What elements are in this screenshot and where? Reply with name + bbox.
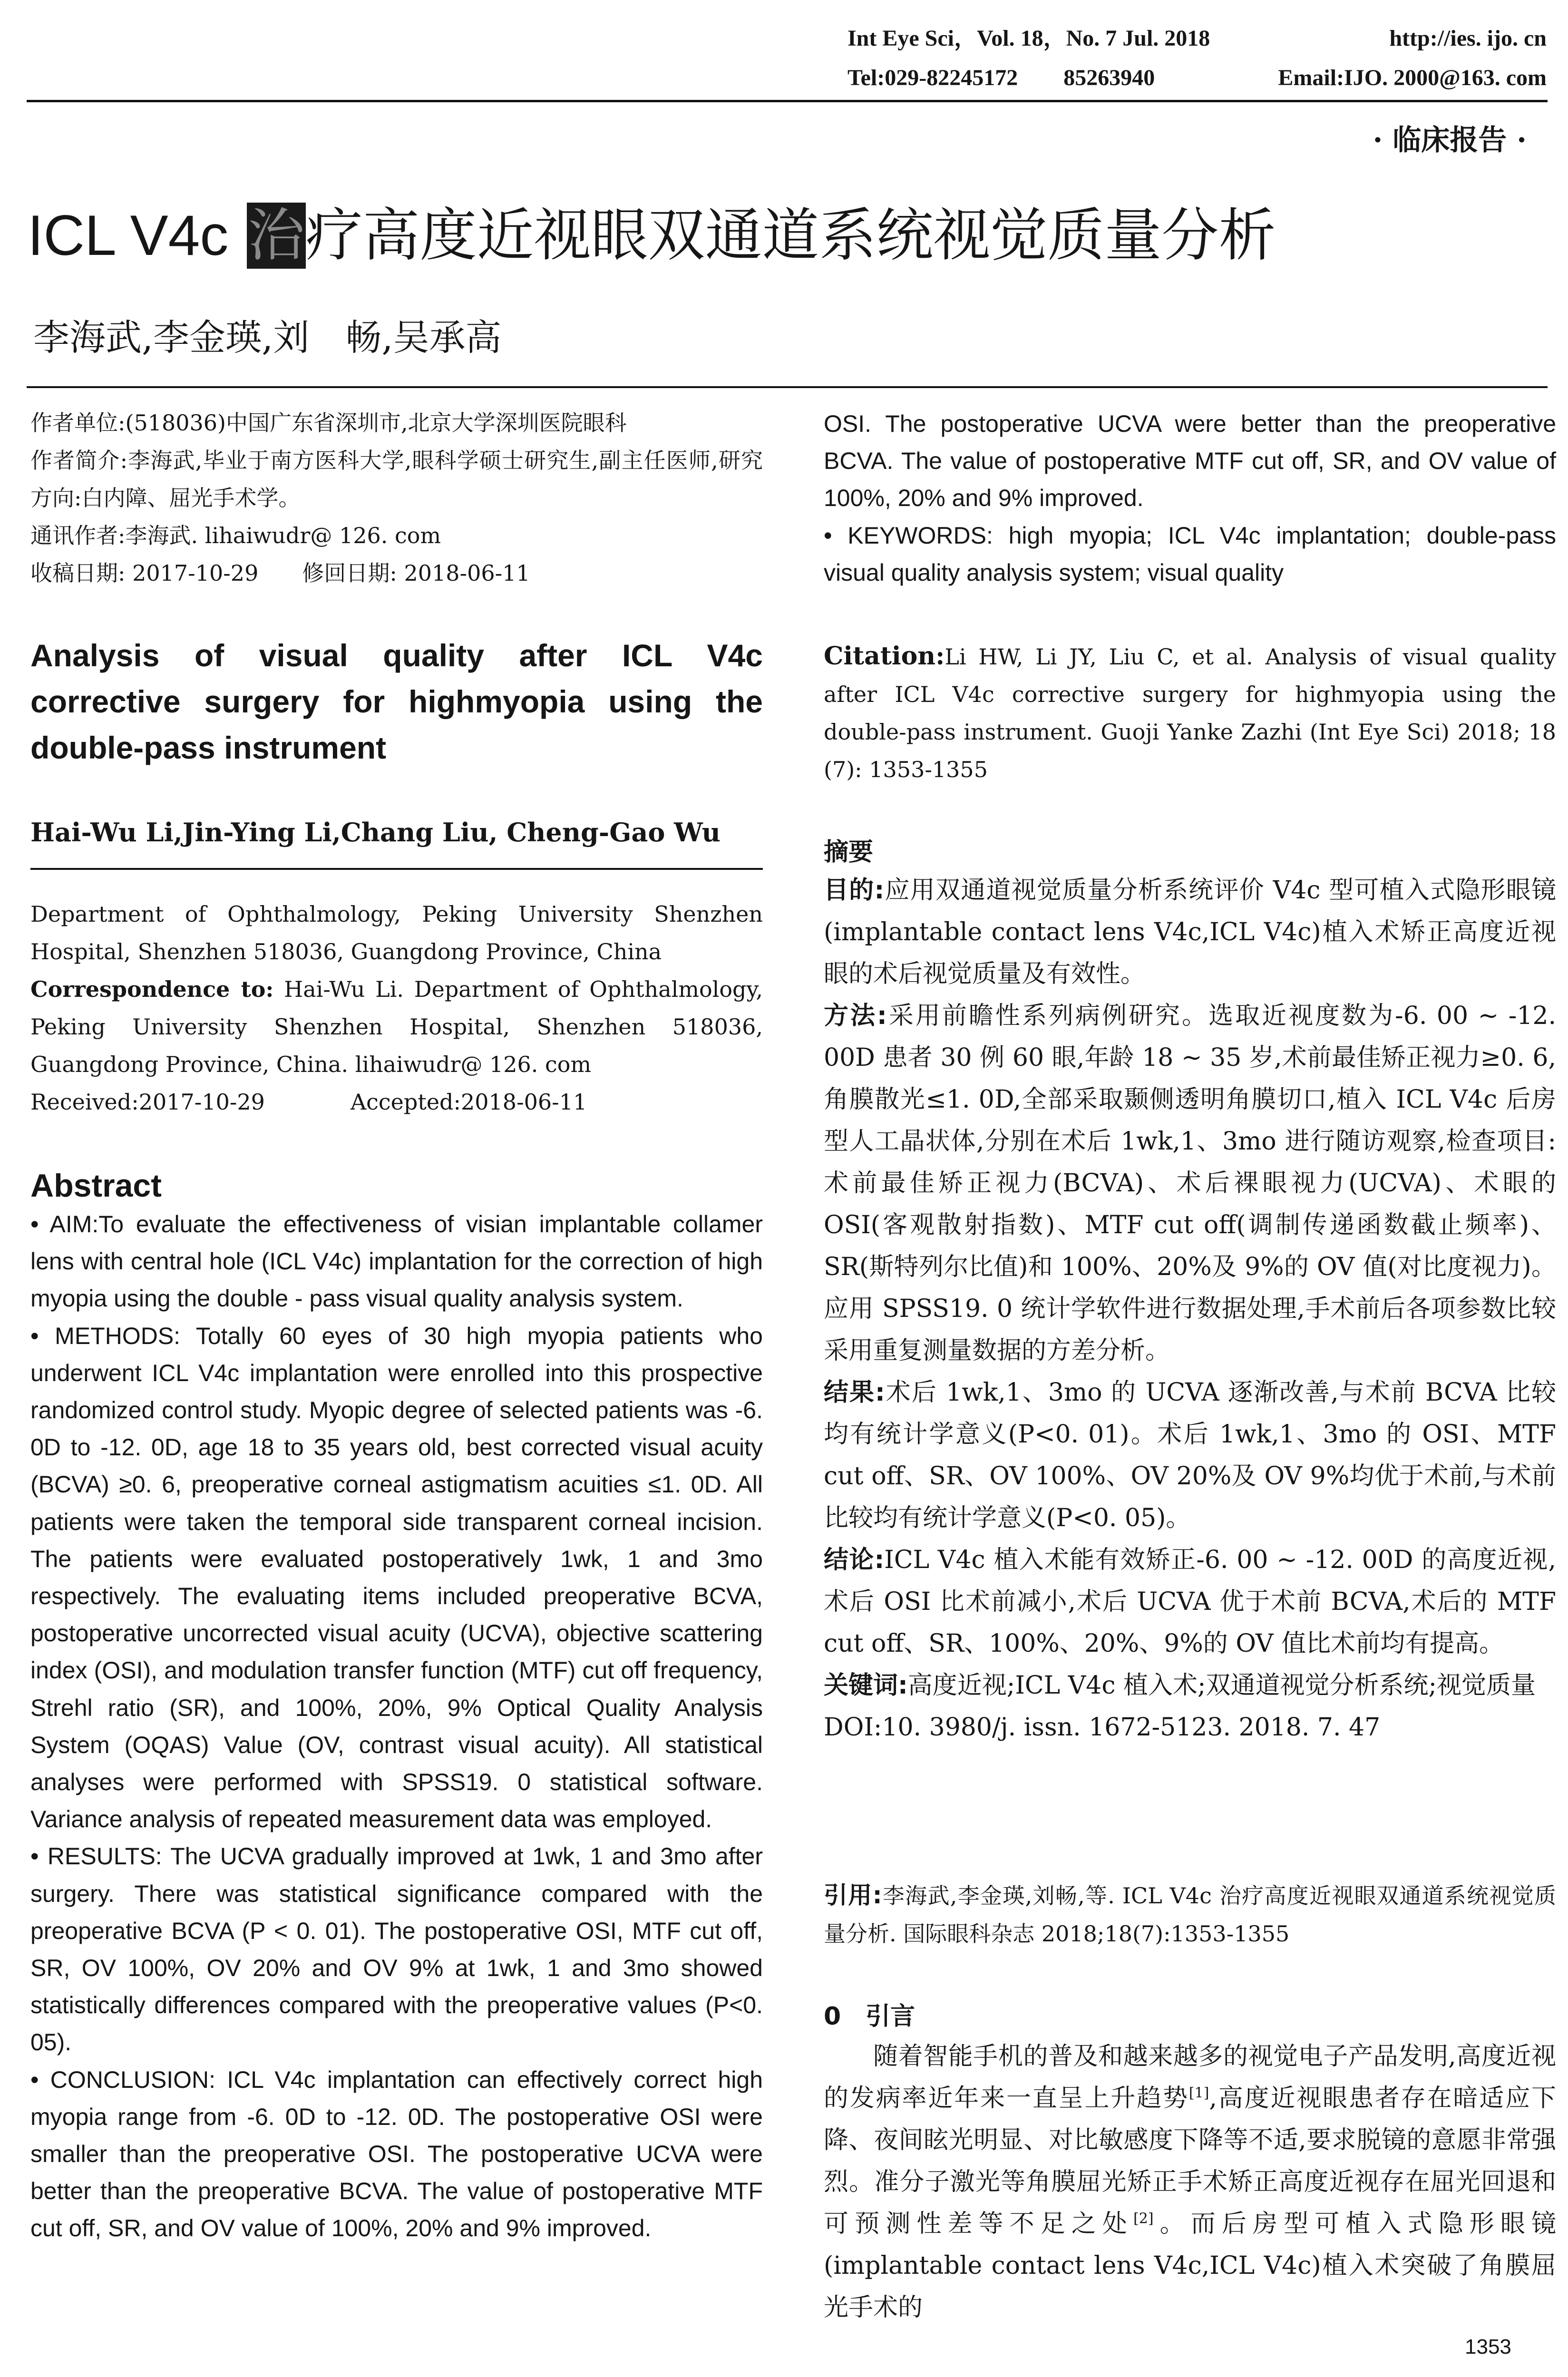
correspondence-en <box>30 971 763 1083</box>
abstract-en-body <box>30 1206 763 2247</box>
abstract-conclusion-continued: OSI. The postoperative UCVA were better than the preoperative BCVA. The value of postoperative MTF cut off, SR, and OV value of 100%, 20% and 9% improved. <box>824 410 1556 512</box>
abstract-cn-methods-label: 方法: <box>824 1002 887 1030</box>
journal-info <box>847 21 1551 56</box>
abstract-methods: • METHODS: Totally 60 eyes of 30 high myopia patients who underwent ICL V4c implantation were enrolled into this prospective randomized control study. Myopic degree of selected patients was -6. 0D to -12. 0D, age 18 to 35 years old, best corrected visual acuity (BCVA) ≥0. 6, preoperative corneal astigmatism acuities ≤1. 0D. All patients were taken the temporal side transparent corneal incision. The patients were evaluated postoperatively 1wk, 1 and 3mo respectively. The evaluating items included preoperative BCVA, postoperative uncorrected visual acuity (UCVA), objective scattering index (OSI), and modulation transfer function (MTF) cut off frequency, Strehl ratio (SR), and 100%, 20%, 9% Optical Quality Analysis System (OQAS) Value (OV, contrast visual acuity). All statistical analyses were performed with SPSS19. 0 statistical software. Variance analysis of repeated measurement data was employed. <box>30 1322 763 1833</box>
received-dates-cn: 收稿日期: 2017-10-29 修回日期: 2018-06-11 <box>30 560 530 586</box>
abstract-cn-conclusion: 结论:ICL V4c 植入术能有效矫正-6. 00 ~ -12. 00D 的高度近视,术后 OSI 比术前减小,术后 UCVA 优于术前 BCVA,术后的 MTF cut off、SR、100%、20%、9%的 OV 值比术前均有提高。 <box>824 1546 1556 1658</box>
abstract-conclusion: • CONCLUSION: ICL V4c implantation can effectively correct high myopia range from -6. 0D to -12. 0D. The postoperative OSI were smaller than the preoperative OSI. The postoperative UCVA were better than the preoperative BCVA. The value of postoperative MTF cut off, SR, and OV value of 100%, 20% and 9% improved. <box>30 2066 763 2242</box>
citation-en <box>824 637 1556 789</box>
correspondence-label: Correspondence to: <box>30 976 274 1002</box>
affiliation-en <box>30 896 763 1121</box>
abstract-aim: • AIM:To evaluate the effectiveness of visian implantable collamer lens with central hole (ICL V4c) implantation for the correction of high myopia using the double - pass visual quality analysis system. <box>30 1211 763 1312</box>
accepted-en: Accepted:2018-06-11 <box>350 1089 587 1115</box>
received-accepted-en <box>30 1083 763 1121</box>
received-en: Received:2017-10-29 <box>30 1089 265 1115</box>
author-info-cn <box>30 404 763 592</box>
reference-2[interactable]: [2] <box>1133 2210 1154 2227</box>
journal-phone: Tel:029-82245172 85263940 <box>847 65 1155 90</box>
journal-contact <box>847 61 1551 95</box>
corresponding-author: 通讯作者:李海武. lihaiwudr@ 126. com <box>30 523 441 548</box>
page-number: 1353 <box>1465 2335 1511 2358</box>
citation-cn-label: 引用: <box>824 1881 882 1909</box>
english-title: Analysis of visual quality after ICL V4c corrective surgery for highmyopia using the double-pass instrument <box>30 638 763 765</box>
abstract-results: • RESULTS: The UCVA gradually improved at 1wk, 1 and 3mo after surgery. There was statistical significance compared with the preoperative BCVA (P < 0. 01). The postoperative OSI, MTF cut off, SR, OV 100%, OV 20% and OV 9% at 1wk, 1 and 3mo showed statistically differences compared with the preoperative values (P<0. 05). <box>30 1843 763 2056</box>
citation-cn-text: 李海武,李金瑛,刘畅,等. ICL V4c 治疗高度近视眼双通道系统视觉质量分析. 国际眼科杂志 2018;18(7):1353-1355 <box>824 1883 1556 1947</box>
abstract-cn-heading: 摘要 <box>824 838 874 867</box>
title-rest: 疗高度近视眼双通道系统视觉质量分析 <box>305 203 1276 269</box>
reference-1[interactable]: [1] <box>1188 2085 1209 2102</box>
header-rule <box>27 100 1548 102</box>
journal-email[interactable]: Email:IJO. 2000@163. com <box>1278 65 1547 90</box>
authors-en: Hai-Wu Li,Jin-Ying Li,Chang Liu, Cheng-Gao Wu <box>30 817 721 848</box>
doi[interactable]: DOI:10. 3980/j. issn. 1672-5123. 2018. 7. 47 <box>824 1713 1381 1742</box>
intro-heading: 0 引言 <box>824 2002 915 2031</box>
title-prefix: ICL V4c <box>28 204 229 267</box>
author-affiliation: 作者单位:(518036)中国广东省深圳市,北京大学深圳医院眼科 <box>30 410 627 436</box>
journal-url[interactable]: http://ies. ijo. cn <box>1389 26 1547 51</box>
title-highlight: 治 <box>247 203 305 269</box>
abstract-cn-aim-label: 目的: <box>824 876 885 905</box>
author-bio: 作者简介:李海武,毕业于南方医科大学,眼科学硕士研究生,副主任医师,研究方向:白内障、屈光手术学。 <box>30 448 763 511</box>
abstract-cn-aim: 目的:应用双通道视觉质量分析系统评价 V4c 型可植入式隐形眼镜(implantable contact lens V4c,ICL V4c)植入术矫正高度近视眼的术后视觉质量及有效性。 <box>824 876 1557 988</box>
abstract-keywords: • KEYWORDS: high myopia; ICL V4c implantation; double-pass visual quality analysis system; visual quality <box>824 522 1556 586</box>
abstract-cn-keywords-label: 关键词: <box>824 1671 908 1700</box>
abstract-cn-keywords: 关键词:高度近视;ICL V4c 植入术;双通道视觉分析系统;视觉质量 <box>824 1671 1536 1700</box>
abstract-en-continued <box>824 405 1556 591</box>
department-en: Department of Ophthalmology, Peking University Shenzhen Hospital, Shenzhen 518036, Guangdong Province, China <box>30 901 763 964</box>
authors-en-rule <box>30 868 763 870</box>
abstract-cn-conclusion-label: 结论: <box>824 1546 885 1574</box>
abstract-cn-methods: 方法:采用前瞻性系列病例研究。选取近视度数为-6. 00 ~ -12. 00D 患者 30 例 60 眼,年龄 18 ~ 35 岁,术前最佳矫正视力≥0. 6,角膜散光≤1. 0D,全部采取颞侧透明角膜切口,植入 ICL V4c 后房型人工晶状体,分别在术后 1wk,1、3mo 进行随访观察,检查项目:术前最佳矫正视力(BCVA)、术后裸眼视力(UCVA)、术眼的 OSI(客观散射指数)、MTF cut off(调制传递函数截止频率)、SR(斯特列尔比值)和 100%、20%及 9%的 OV 值(对比度视力)。应用 SPSS19. 0 统计学软件进行数据处理,手术前后各项参数比较采用重复测量数据的方差分析。 <box>824 1002 1557 1365</box>
journal-issue: Int Eye Sci，Vol. 18，No. 7 Jul. 2018 <box>847 26 1210 51</box>
authors-rule <box>27 386 1548 388</box>
citation-en-label: Citation: <box>824 642 945 671</box>
abstract-heading: Abstract <box>30 1168 162 1204</box>
intro-body: 随着智能手机的普及和越来越多的视觉电子产品发明,高度近视的发病率近年来一直呈上升趋势[1],高度近视眼患者存在暗适应下降、夜间眩光明显、对比敏感度下降等不适,要求脱镜的意愿非常强烈。准分子激光等角膜屈光矫正手术矫正高度近视存在屈光回退和可预测性差等不足之处[2]。而后房型可植入式隐形眼镜(implantable contact lens V4c,ICL V4c)植入术突破了角膜屈光手术的 <box>824 2042 1556 2322</box>
citation-en-text: Li HW, Li JY, Liu C, et al. Analysis of visual quality after ICL V4c corrective surgery for highmyopia using the double-pass instrument. Guoji Yanke Zazhi (Int Eye Sci) 2018; 18 (7): 1353-1355 <box>824 644 1556 782</box>
section-label: · 临床报告 · <box>1373 124 1527 157</box>
abstract-cn-body <box>824 869 1556 1748</box>
authors-cn: 李海武,李金瑛,刘 畅,吴承高 <box>33 316 502 359</box>
citation-cn <box>824 1876 1556 1953</box>
abstract-cn-results-label: 结果: <box>824 1378 885 1407</box>
article-title <box>28 197 1276 274</box>
abstract-cn-results: 结果:术后 1wk,1、3mo 的 UCVA 逐渐改善,与术前 BCVA 比较均有统计学意义(P<0. 01)。术后 1wk,1、3mo 的 OSI、MTF cut off、SR、OV 100%、OV 20%及 OV 9%均优于术前,与术前比较均有统计学意义(P<0. 05)。 <box>824 1378 1557 1532</box>
correspondence-text: Hai-Wu Li. Department of Ophthalmology, Peking University Shenzhen Hospital, Shenzhen 518036, Guangdong Province, China. lihaiwudr@ 126. com <box>30 976 763 1077</box>
